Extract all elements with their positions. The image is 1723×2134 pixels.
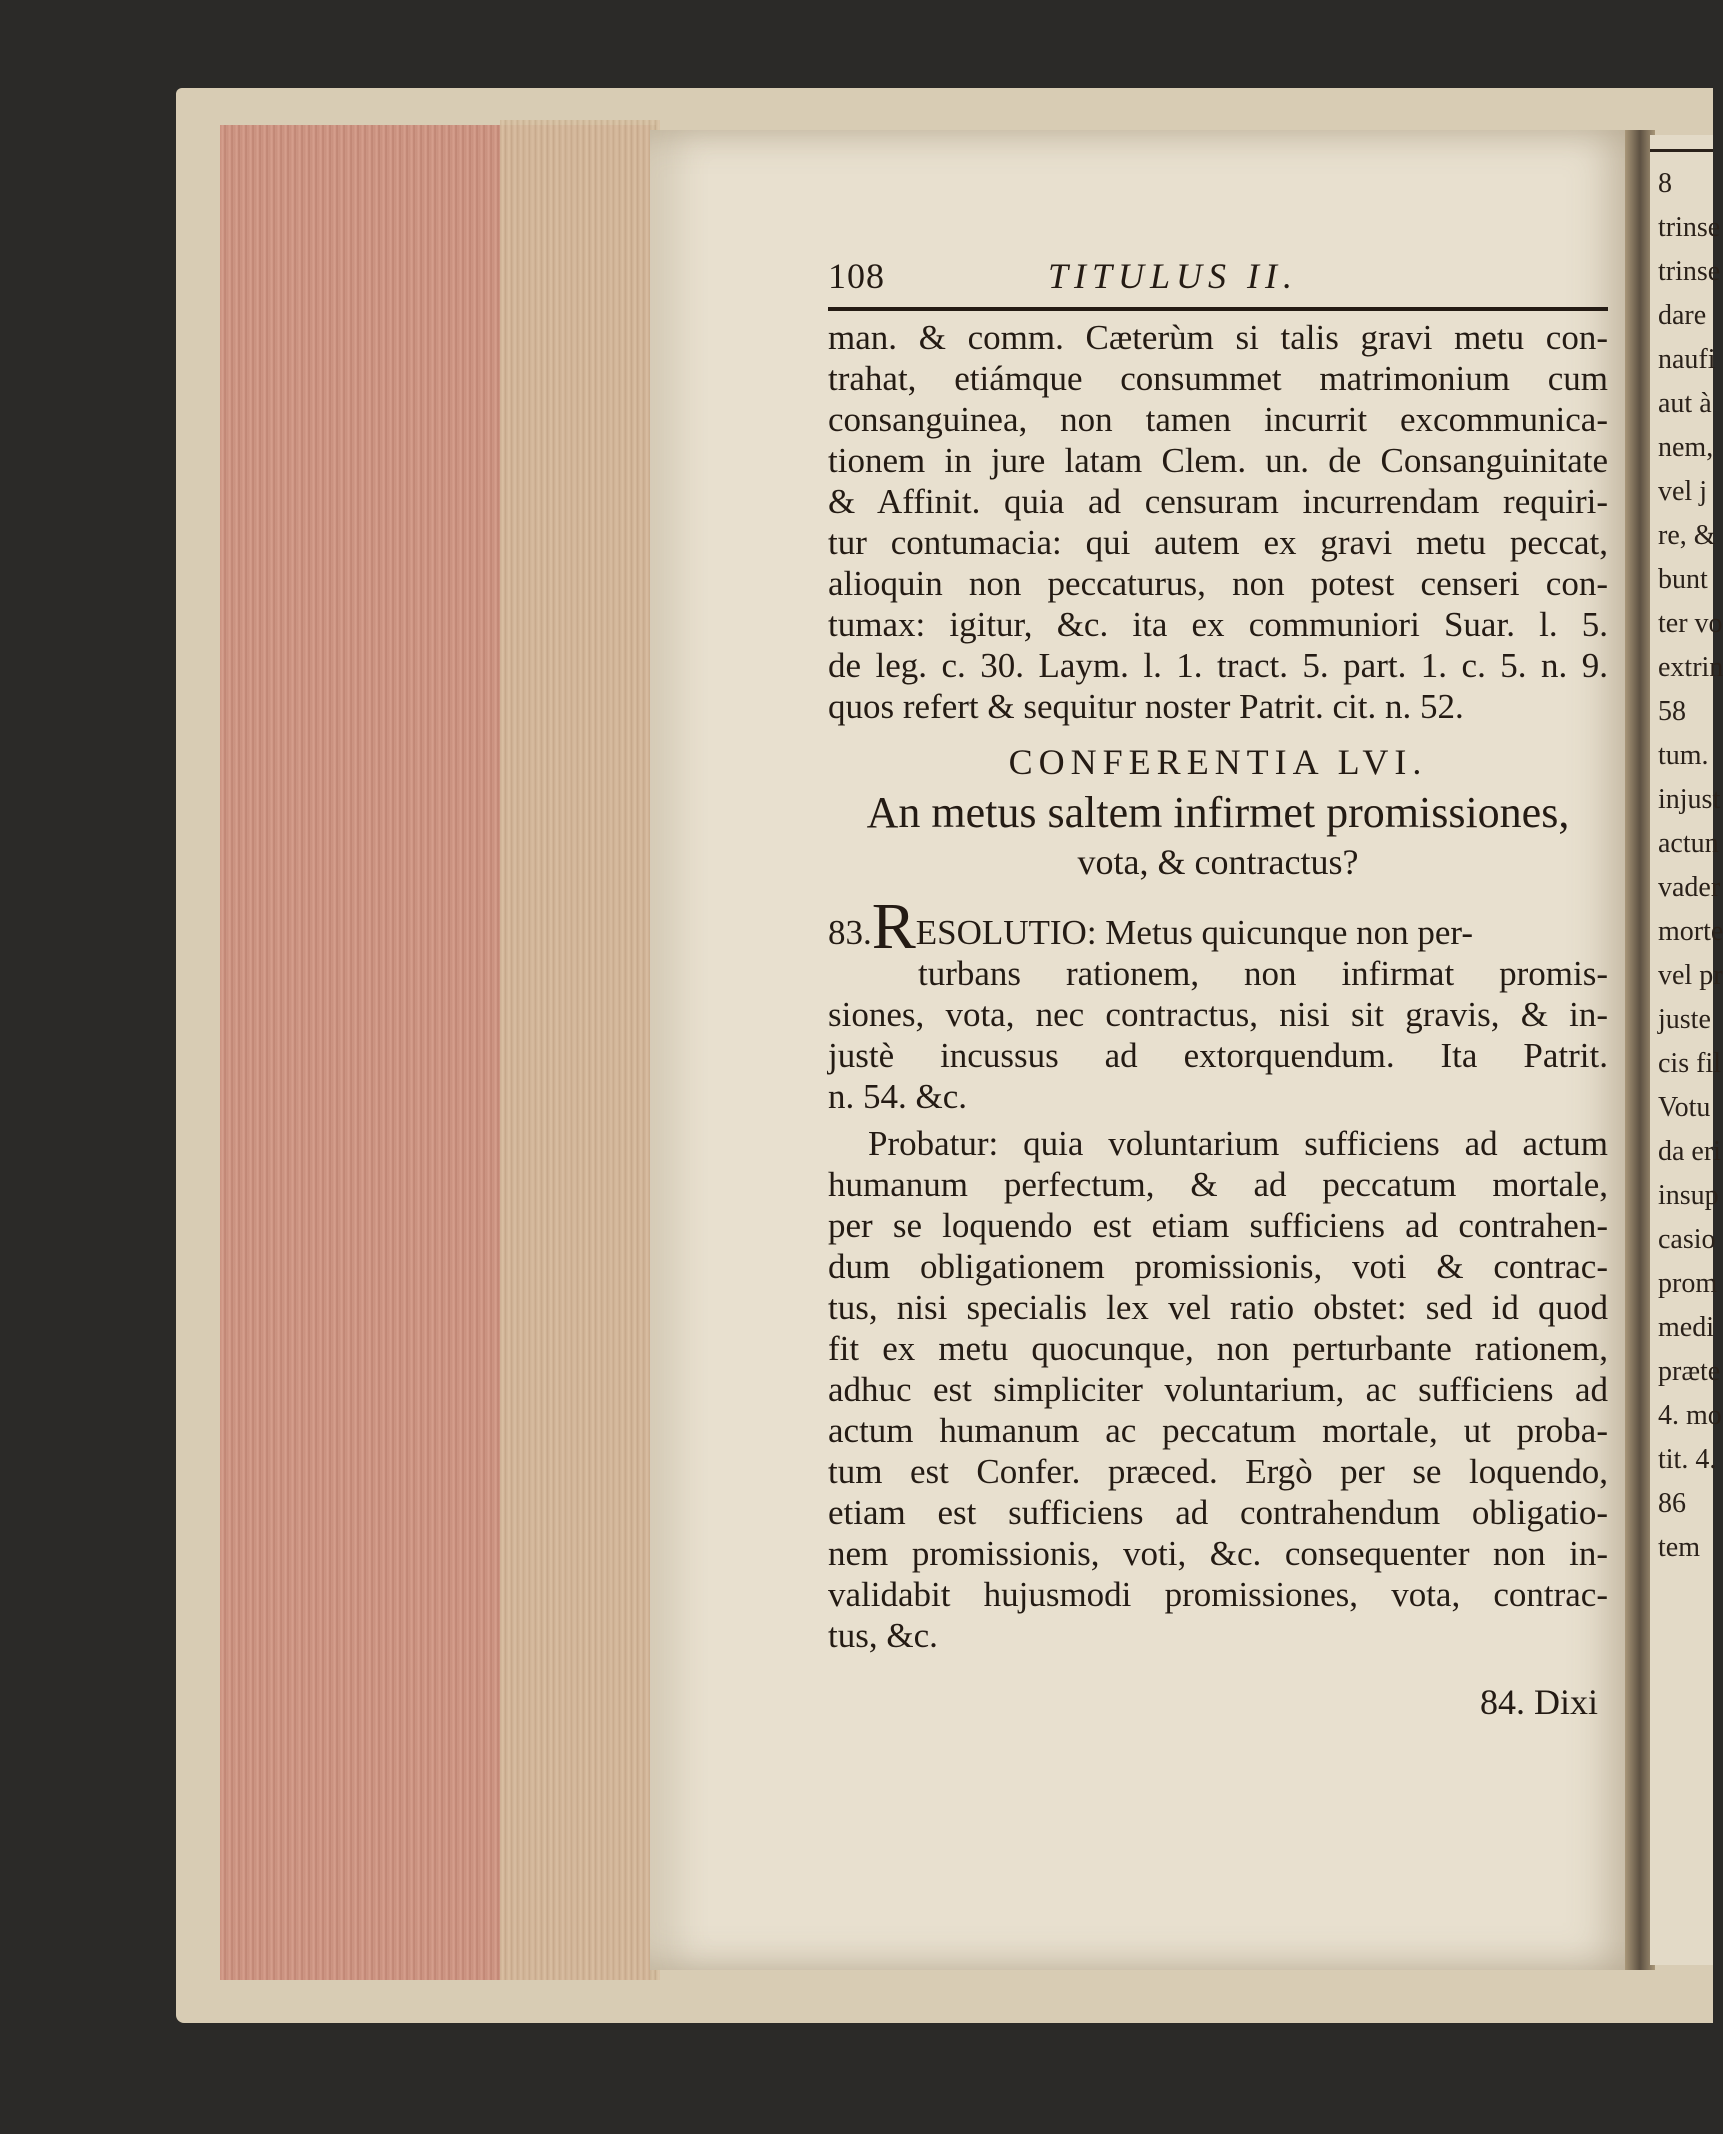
facing-page-line: prom [1658, 1268, 1718, 1299]
text-line: ESOLUTIO: Metus quicunque non per- [915, 913, 1473, 952]
facing-page-line: tit. 4. [1658, 1444, 1717, 1475]
text-line: alioquin non peccaturus, non potest censeri con- [828, 564, 1608, 603]
head-rule [828, 307, 1608, 311]
facing-page-line: cis fil [1658, 1048, 1721, 1079]
facing-page-lines [1650, 162, 1723, 1570]
resolutio-paragraph [828, 890, 1608, 1117]
facing-page-edge [1650, 135, 1723, 1965]
question-heading-line2: vota, & contractus? [1077, 842, 1359, 882]
text-line: siones, vota, nec contractus, nisi sit gravis, & in- [828, 995, 1608, 1034]
facing-page-line: 4. mo [1658, 1400, 1722, 1431]
catchword: 84. Dixi [1479, 1682, 1598, 1722]
facing-page-line: re, & [1658, 520, 1716, 551]
text-line: nem promissionis, voti, &c. consequenter non in- [828, 1534, 1608, 1573]
facing-page-line: naufi [1658, 344, 1716, 375]
text-line: Probatur: quia voluntarium sufficiens ad actum [868, 1124, 1608, 1163]
facing-page-line: insup [1658, 1180, 1719, 1211]
facing-page-line: vel j [1658, 476, 1707, 507]
facing-page-line: medi [1658, 1312, 1714, 1343]
conference-heading: CONFERENTIA LVI. [1008, 742, 1428, 782]
facing-page-line: 86 [1658, 1488, 1686, 1519]
text-line: tionem in jure latam Clem. un. de Consanguinitate [828, 441, 1608, 480]
text-line: tumax: igitur, &c. ita ex communiori Suar. l. 5. [828, 605, 1608, 644]
facing-page-line: injust [1658, 784, 1721, 815]
facing-page-line: morte [1658, 916, 1723, 947]
text-line: tus, nisi specialis lex vel ratio obstet: sed id quod [828, 1288, 1608, 1327]
text-line: tur contumacia: qui autem ex gravi metu peccat, [828, 523, 1608, 562]
page-text [828, 255, 1608, 1732]
text-line: tus, &c. [828, 1616, 938, 1655]
text-line: per se loquendo est etiam sufficiens ad contrahen- [828, 1206, 1608, 1245]
running-title: TITULUS II. [1048, 256, 1299, 296]
body-paragraph [828, 317, 1608, 727]
text-line: & Affinit. quia ad censuram incurrendam requiri- [828, 482, 1608, 521]
text-line: de leg. c. 30. Laym. l. 1. tract. 5. part. 1. c. 5. n. 9. [828, 646, 1608, 685]
facing-page-line: nem, [1658, 432, 1714, 463]
text-line: adhuc est simpliciter voluntarium, ac sufficiens ad [828, 1370, 1608, 1409]
facing-page-line: bunt [1658, 564, 1708, 595]
text-line: tum est Confer. præced. Ergò per se loquendo, [828, 1452, 1608, 1491]
facing-page-line: dare [1658, 300, 1707, 331]
facing-page-line: juste [1658, 1004, 1711, 1035]
text-line: man. & comm. Cæterùm si talis gravi metu con- [828, 318, 1608, 357]
facing-page-line: tem [1658, 1532, 1700, 1563]
facing-page-line: Votu [1658, 1092, 1711, 1123]
text-line: justè incussus ad extorquendum. Ita Patrit. [828, 1036, 1608, 1075]
text-line: trahat, etiámque consummet matrimonium cum [828, 359, 1608, 398]
book-page-stack [500, 120, 660, 1980]
facing-page-line: tum. [1658, 740, 1709, 771]
facing-page-line: trinse [1658, 256, 1721, 287]
text-line: turbans rationem, non infirmat promis- [918, 954, 1608, 993]
text-line: actum humanum ac peccatum mortale, ut proba- [828, 1411, 1608, 1450]
text-line: fit ex metu quocunque, non perturbante rationem, [828, 1329, 1608, 1368]
paragraph-number: 83. [828, 913, 872, 952]
facing-page-line: vader [1658, 872, 1721, 903]
facing-page-line: 8 [1658, 168, 1672, 199]
facing-page-line: aut à [1658, 388, 1712, 419]
text-line: humanum perfectum, & ad peccatum mortale, [828, 1165, 1608, 1204]
resolutio-first-line [828, 890, 1608, 963]
facing-page-line: actun [1658, 828, 1719, 859]
text-line: quos refert & sequitur noster Patrit. cit. n. 52. [828, 687, 1464, 726]
facing-page-line: 58 [1658, 696, 1686, 727]
facing-page-line: vel pr [1658, 960, 1723, 991]
facing-page-line: da eri [1658, 1136, 1721, 1167]
facing-page-line: ter vo [1658, 608, 1723, 639]
probatur-paragraph [828, 1123, 1608, 1656]
text-line: etiam est sufficiens ad contrahendum obligatio- [828, 1493, 1608, 1532]
text-line: n. 54. &c. [828, 1077, 968, 1116]
page-number: 108 [828, 256, 885, 296]
drop-cap: R [871, 890, 916, 963]
facing-page-line: præte [1658, 1356, 1721, 1387]
facing-page-line: trinse [1658, 212, 1721, 243]
running-head [828, 255, 1608, 303]
text-line: dum obligationem promissionis, voti & contrac- [828, 1247, 1608, 1286]
text-line: validabit hujusmodi promissiones, vota, contrac- [828, 1575, 1608, 1614]
facing-page-line: extrin [1658, 652, 1723, 683]
question-heading-line1: An metus saltem infirmet promissiones, [866, 788, 1570, 837]
text-line: consanguinea, non tamen incurrit excommunica- [828, 400, 1608, 439]
facing-page-rule [1650, 149, 1713, 152]
facing-page-line: casio [1658, 1224, 1716, 1255]
